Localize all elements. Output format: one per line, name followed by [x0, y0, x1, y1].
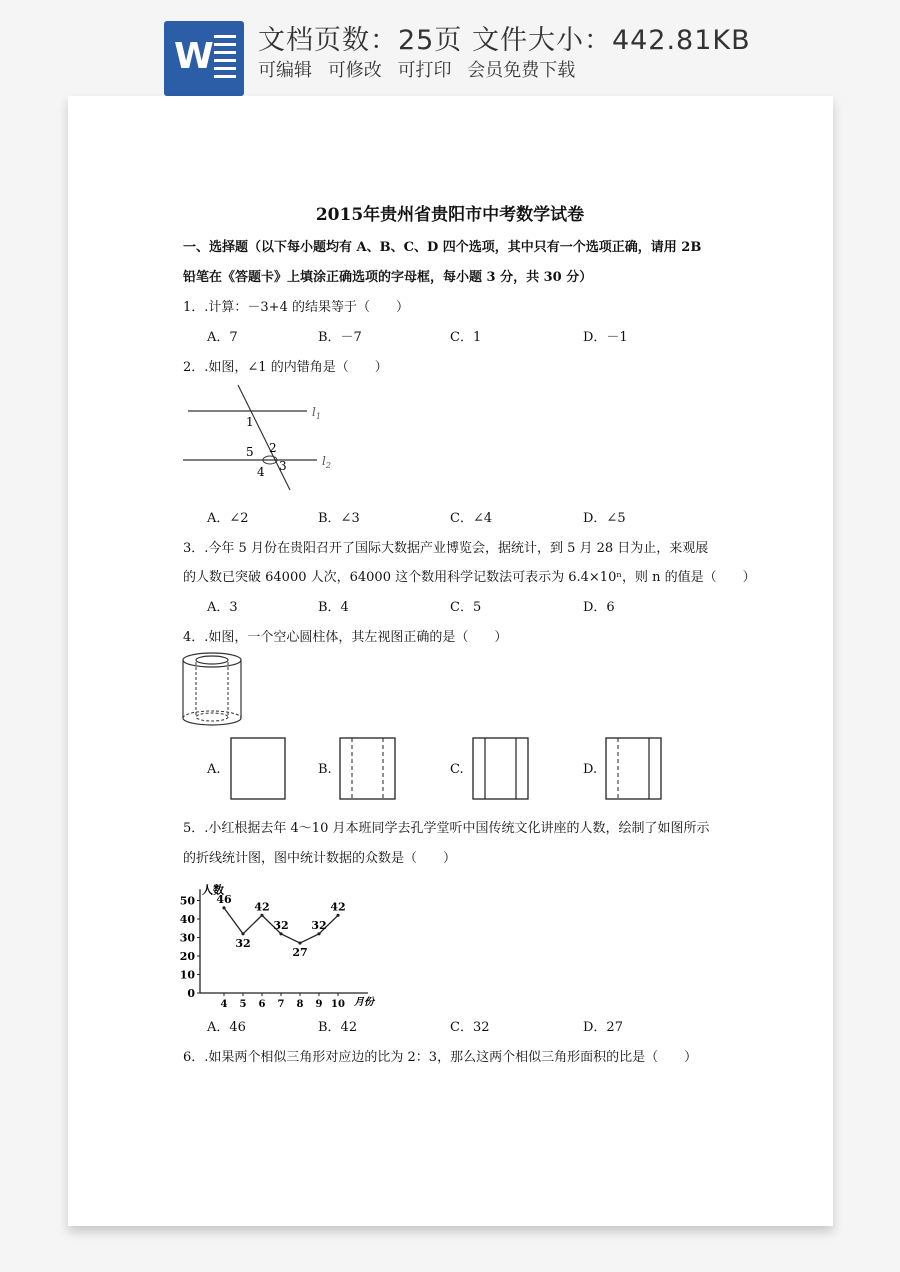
q4-figure-d [605, 737, 663, 802]
y-tick-label: 50 [179, 894, 195, 908]
q1-option-c: C．1 [450, 330, 482, 345]
data-label: 42 [254, 900, 270, 914]
hollow-cylinder-figure [180, 650, 250, 730]
x-tick-label: 6 [258, 999, 266, 1008]
q4-option-a: A. [207, 762, 221, 777]
feature-editable: 可编辑 [258, 60, 312, 81]
y-tick-label: 40 [179, 913, 195, 926]
data-label: 32 [273, 918, 289, 932]
data-point [222, 906, 225, 909]
q2-option-a: A．∠2 [207, 511, 249, 526]
x-axis-label: 月份 [354, 997, 374, 1008]
word-document-icon [164, 21, 244, 96]
feature-printable: 可打印 [397, 60, 452, 81]
feature-member-download: 会员免费下载 [467, 60, 576, 81]
doc-title: 2015年贵州省贵阳市中考数学试卷 [315, 205, 585, 225]
y-tick-label: 10 [179, 968, 195, 982]
line-l2-label: l [322, 454, 326, 468]
q4-option-b: B. [318, 762, 332, 777]
line-l1-label: l [312, 405, 316, 419]
svg-text:l1 [312, 405, 321, 421]
q1-option-a: A．7 [207, 330, 238, 345]
q2-option-d: D．∠5 [583, 511, 626, 526]
data-point [241, 932, 244, 935]
x-tick-label: 8 [296, 999, 304, 1008]
x-tick-label: 5 [239, 999, 247, 1008]
question-3-line2: 的人数已突破 64000 人次，64000 这个数用科学记数法可表示为 6.4×10ⁿ，则 n 的值是（ ） [183, 570, 756, 585]
q4-figure-a [230, 737, 288, 802]
data-point [279, 932, 282, 935]
question-2-text: 2．.如图，∠1 的内错角是（ ） [183, 360, 388, 375]
q4-figure-b [339, 737, 397, 802]
y-tick-label: 20 [179, 950, 195, 963]
question-5-line1: 5．.小红根据去年 4～10 月本班同学去孔学堂听中国传统文化讲座的人数，绘制了如图所示 [183, 821, 710, 836]
x-tick-label: 7 [277, 999, 285, 1008]
question-5-line2: 的折线统计图，图中统计数据的众数是（ ） [183, 851, 457, 866]
line-chart [178, 868, 388, 1008]
data-label: 32 [235, 936, 251, 950]
q4-option-c: C. [450, 762, 464, 777]
q1-option-d: D．－1 [583, 330, 628, 345]
data-point [260, 914, 263, 917]
q1-option-b: B．－7 [318, 330, 362, 345]
x-tick-label: 9 [315, 999, 323, 1008]
data-label: 32 [311, 918, 327, 932]
y-tick-label: 0 [187, 987, 195, 1000]
document-meta-info: 文档页数：25页 文件大小：442.81KB [258, 25, 751, 56]
question-6-text: 6．.如果两个相似三角形对应边的比为 2：3，那么这两个相似三角形面积的比是（ ） [183, 1050, 698, 1065]
angle-2-label: 2 [269, 441, 277, 455]
question-4-text: 4．.如图，一个空心圆柱体，其左视图正确的是（ ） [183, 630, 508, 645]
angle-4-label: 4 [257, 465, 265, 479]
q5-option-c: C．32 [450, 1020, 490, 1035]
document-header [0, 0, 900, 96]
document-features [258, 56, 585, 82]
angle-1-label: 1 [246, 415, 254, 429]
data-label: 27 [292, 946, 308, 960]
x-tick-label: 4 [220, 999, 228, 1008]
q5-option-b: B．42 [318, 1020, 358, 1035]
data-label: 46 [216, 892, 232, 906]
q4-figure-c [472, 737, 530, 802]
q2-option-b: B．∠3 [318, 511, 360, 526]
data-point [336, 914, 339, 917]
y-tick-label: 30 [179, 931, 195, 945]
angle-5-label: 5 [246, 445, 254, 459]
q5-option-a: A．46 [207, 1020, 246, 1035]
line-l2-subscript: 2 [325, 461, 331, 470]
parallel-lines-figure [180, 380, 340, 495]
line-l1-subscript: 1 [315, 412, 321, 421]
question-1-text: 1．.计算：－3+4 的结果等于（ ） [183, 300, 409, 315]
svg-text:l2 [322, 454, 331, 470]
section1-heading-line1: 一、选择题（以下每小题均有 A、B、C、D 四个选项，其中只有一个选项正确，请用 2B [183, 240, 702, 255]
word-icon-letter: W [174, 36, 214, 77]
data-label: 42 [330, 900, 346, 914]
feature-modifiable: 可修改 [327, 60, 382, 81]
q3-option-b: B．4 [318, 600, 349, 615]
question-3-line1: 3．.今年 5 月份在贵阳召开了国际大数据产业博览会，据统计，到 5 月 28 日为止，来观展 [183, 541, 709, 556]
q2-option-c: C．∠4 [450, 511, 493, 526]
section1-heading-line2: 铅笔在《答题卡》上填涂正确选项的字母框，每小题 3 分，共 30 分） [183, 270, 593, 285]
x-tick-label: 10 [331, 999, 345, 1008]
q3-option-d: D．6 [583, 600, 615, 615]
data-point [298, 941, 301, 944]
y-axis-label: 人数 [202, 883, 224, 897]
angle-3-label: 3 [279, 459, 287, 473]
q3-option-c: C．5 [450, 600, 482, 615]
q5-option-d: D．27 [583, 1020, 623, 1035]
data-point [317, 932, 320, 935]
q3-option-a: A．3 [207, 600, 238, 615]
q4-option-d: D. [583, 762, 598, 777]
